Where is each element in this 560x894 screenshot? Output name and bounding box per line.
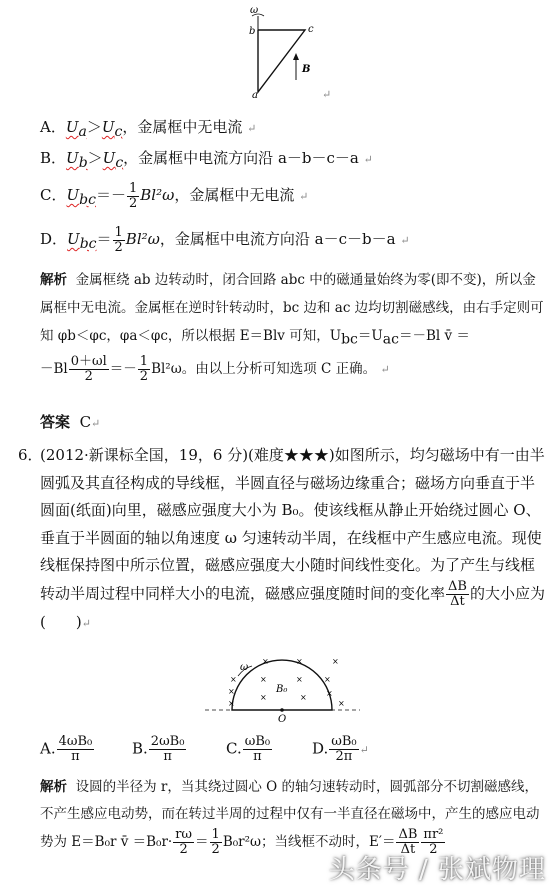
fraction-num: πr²	[423, 827, 444, 842]
option-var: U	[65, 118, 79, 136]
analysis-label: 解析	[40, 779, 67, 795]
fig2-x-mark: ×	[338, 699, 345, 708]
fraction-num: rω	[175, 827, 193, 842]
analysis-label: 解析	[40, 272, 67, 288]
analysis-text: ＝－	[109, 361, 137, 377]
figure-semicircle-frame	[200, 650, 370, 725]
fig1-label-B: B	[302, 64, 311, 75]
fig2-x-mark: ×	[296, 675, 303, 684]
analysis-sub: bc	[341, 331, 358, 348]
option-prefix: B.	[132, 739, 148, 758]
fraction-den: π	[253, 749, 262, 764]
option-tail: Bl²ω	[125, 230, 160, 248]
option-2-B	[132, 735, 187, 764]
option-sub: c	[115, 155, 124, 171]
analysis-text: ＝－Bl v̄ ＝	[398, 328, 470, 344]
option-var: U	[101, 118, 115, 136]
analysis-text: ＝U	[357, 328, 383, 344]
option-sub: c	[114, 124, 123, 140]
analysis-text: 设圆的半径为 r，当其绕过圆心 O 的轴匀速转动时，圆弧部分不切割磁感线，不产生感应电动势，而在转过半周的过程中仅有一半直径在磁场中，产生的感应电动势为 E＝B₀r v̄ ＝B₀r·	[40, 779, 540, 850]
fig2-x-mark: ×	[260, 693, 267, 702]
option-prefix: D．	[40, 230, 68, 248]
option-prefix: C.	[226, 739, 242, 758]
analysis-text: ＝	[195, 834, 209, 850]
option-var: U	[102, 149, 116, 167]
fraction-num: ΔB	[448, 578, 467, 594]
figure-triangle-frame	[230, 0, 340, 100]
analysis-sub: ac	[382, 331, 399, 348]
option-1-C: C．$U_{bc}=-$ $\frac{1}{2}$ Bl²ω，金属框中无电流 ↵	[40, 180, 309, 211]
option-prefix: D.	[312, 739, 329, 758]
option-2-A	[40, 735, 95, 764]
fraction-den: Δt	[450, 593, 465, 609]
answer-blank: ( )	[40, 612, 82, 631]
fig1-label-b: b	[249, 26, 256, 37]
option-fraction	[243, 735, 272, 764]
answer-1: 答案 C↵	[40, 413, 101, 431]
option-2-C	[226, 735, 273, 764]
option-text: ，金属框中电流方向沿 a－b－c－a	[123, 149, 359, 167]
option-eq: ＝	[96, 230, 112, 248]
option-2-D: D. $\frac{\text{ωB₀}}{2\pi}$ ↵	[312, 734, 369, 764]
fraction-den: 2	[128, 195, 138, 211]
fig2-center-dot	[280, 708, 284, 712]
question-6-number: 6．	[18, 446, 43, 464]
analysis-fraction	[69, 355, 109, 384]
analysis-text: 金属框绕 ab 边转动时，闭合回路 abc 中的磁通量始终为零(即不变)，所以金属框中无电流。金属框在逆时针转动时，bc 边和 ac 边均切割磁感线，由右手定则可知 φb＜φc，φa＜φc，所以根据 E＝Blv 可知，U	[40, 272, 544, 344]
fig2-x-mark: ×	[296, 657, 303, 666]
fig1-omega-label: ω	[250, 5, 259, 16]
fig2-x-mark: ×	[228, 687, 235, 696]
fraction-num: 1	[139, 354, 149, 369]
question-text: 的大小应为	[469, 584, 545, 602]
option-op: ＞	[87, 149, 103, 167]
fraction-den: 2	[429, 842, 438, 857]
fig2-omega-label: ω	[240, 662, 249, 673]
fraction-num: 2ωB₀	[150, 734, 185, 749]
question-text: (2012·新课标全国，19，6 分)(难度★★★)如图所示，均匀磁场中有一由半圆弧及其直径构成的导线框，半圆直径与磁场边缘重合；磁场方向垂直于半圆面(纸面)向里，磁感应强度大小为 B₀。使该线框从静止开始绕过圆心 O、垂直于半圆面的轴以角速度 ω 匀速转动半周，在线框中产生感应电流。现使线框保持图中所示位置，磁感应强度大小随时间线性变化。为了产生与线框转动半周过程中同样大小的电流，磁感应强度随时间的变化率	[40, 446, 545, 602]
fig2-label-O: O	[278, 714, 287, 725]
fraction-num: ωB₀	[331, 734, 357, 749]
option-text: ，金属框中无电流	[122, 118, 243, 136]
fig2-x-mark: ×	[228, 699, 235, 708]
fig2-x-mark: ×	[300, 693, 307, 702]
fraction-den: π	[71, 749, 80, 764]
fig1-paragraph-mark: ↵	[322, 88, 332, 100]
fig2-label-B0: B₀	[276, 684, 288, 695]
watermark: 头条号 / 张斌物理	[328, 855, 546, 885]
fig1-label-a: a	[252, 90, 258, 100]
fraction-den: 2	[84, 369, 93, 384]
option-eq: ＝－	[95, 186, 126, 204]
option-fraction	[149, 735, 187, 764]
option-prefix: A．	[40, 118, 66, 136]
fraction-den: 2	[211, 842, 220, 857]
option-1-D: D．$U_{bc}=$ $\frac{1}{2}$ Bl²ω，金属框中电流方向沿 a－c－b－a ↵	[40, 224, 410, 255]
fraction-den: 2	[114, 239, 123, 255]
option-prefix: C．	[40, 186, 67, 204]
rate-fraction	[446, 580, 469, 609]
option-fraction	[127, 182, 139, 211]
option-sub: bc	[79, 192, 96, 208]
fraction-num: 1	[114, 224, 123, 240]
option-sub: bc	[79, 236, 97, 252]
fraction-den: Δt	[400, 842, 416, 857]
fraction-num: 1	[211, 827, 220, 842]
option-1-A: A．$U_a>U_c$，金属框中无电流 ↵	[40, 118, 257, 140]
analysis-text: B₀r²ω；当线框不动时，E′＝	[222, 834, 396, 850]
answer-label: 答案	[40, 413, 71, 431]
analysis-text: Bl²ω。由以上分析可知选项 C 正确。	[151, 361, 377, 377]
option-text: ，金属框中无电流	[174, 186, 295, 204]
fraction-num: 1	[128, 180, 138, 196]
option-text: ，金属框中电流方向沿 a－c－b－a	[159, 230, 396, 248]
fraction-den: 2	[139, 369, 149, 384]
fraction-num: ωB₀	[244, 734, 271, 749]
option-prefix: B．	[40, 149, 67, 167]
option-fraction	[57, 735, 95, 764]
fig1-label-c: c	[308, 24, 314, 35]
fig2-x-mark: ×	[230, 675, 237, 684]
question-6-text: (2012·新课标全国，19，6 分)(难度★★★)如图所示，均匀磁场中有一由半圆弧及其直径构成的导线框，半圆直径与磁场边缘重合；磁场方向垂直于半圆面(纸面)向里，磁感应强度大小为 B₀。使该线框从静止开始绕过圆心 O、垂直于半圆面的轴以角速度 ω 匀速转动半周，在线框中产生感应电流。现使线框保持图中所示位置，磁感应强度大小随时间线性变化。为了产生与线框转动半周过程中同样大小的电流，磁感应强度随时间的变化率 $\frac{\Delta B}{\Delta t}$ 的大小应为 ( )↵	[40, 446, 545, 631]
fraction-den: 2π	[335, 749, 353, 764]
fig1-triangle	[258, 30, 305, 92]
option-1-B: B．$U_b>U_c$，金属框中电流方向沿 a－b－c－a ↵	[40, 149, 373, 171]
fig2-x-mark: ×	[262, 657, 269, 666]
option-sub: b	[78, 155, 88, 171]
fig2-x-mark: ×	[324, 675, 331, 684]
option-tail: Bl²ω	[140, 186, 175, 204]
fraction-num: 4ωB₀	[58, 734, 93, 749]
analysis-fraction	[210, 828, 222, 857]
option-fraction	[113, 226, 125, 255]
analysis-text: －Bl	[40, 361, 68, 377]
fig1-arrowhead-icon	[293, 53, 299, 60]
fraction-den: 2	[179, 842, 188, 857]
option-fraction	[329, 735, 358, 764]
option-var: U	[66, 149, 79, 167]
fig2-x-mark: ×	[260, 675, 267, 684]
analysis-fraction	[138, 355, 150, 384]
option-op: ＞	[86, 118, 102, 136]
analysis-fraction	[173, 828, 194, 857]
fig2-x-mark: ×	[332, 657, 339, 666]
fig2-x-mark: ×	[326, 689, 333, 698]
fraction-den: π	[163, 749, 172, 764]
fraction-num: 0＋ωl	[70, 354, 107, 369]
analysis-1	[40, 266, 545, 354]
option-sub: a	[78, 124, 87, 140]
option-prefix: A.	[40, 739, 56, 758]
option-var: U	[66, 186, 80, 204]
analysis-1-formula-line: －Bl $\frac{0+\omega l}{2}$ ＝－ $\frac{1}{2}$ Bl²ω。由以上分析可知选项 C 正确。 ↵	[40, 354, 390, 384]
answer-value: C	[79, 413, 92, 431]
option-var: U	[67, 230, 80, 248]
fraction-num: ΔB	[398, 827, 418, 842]
